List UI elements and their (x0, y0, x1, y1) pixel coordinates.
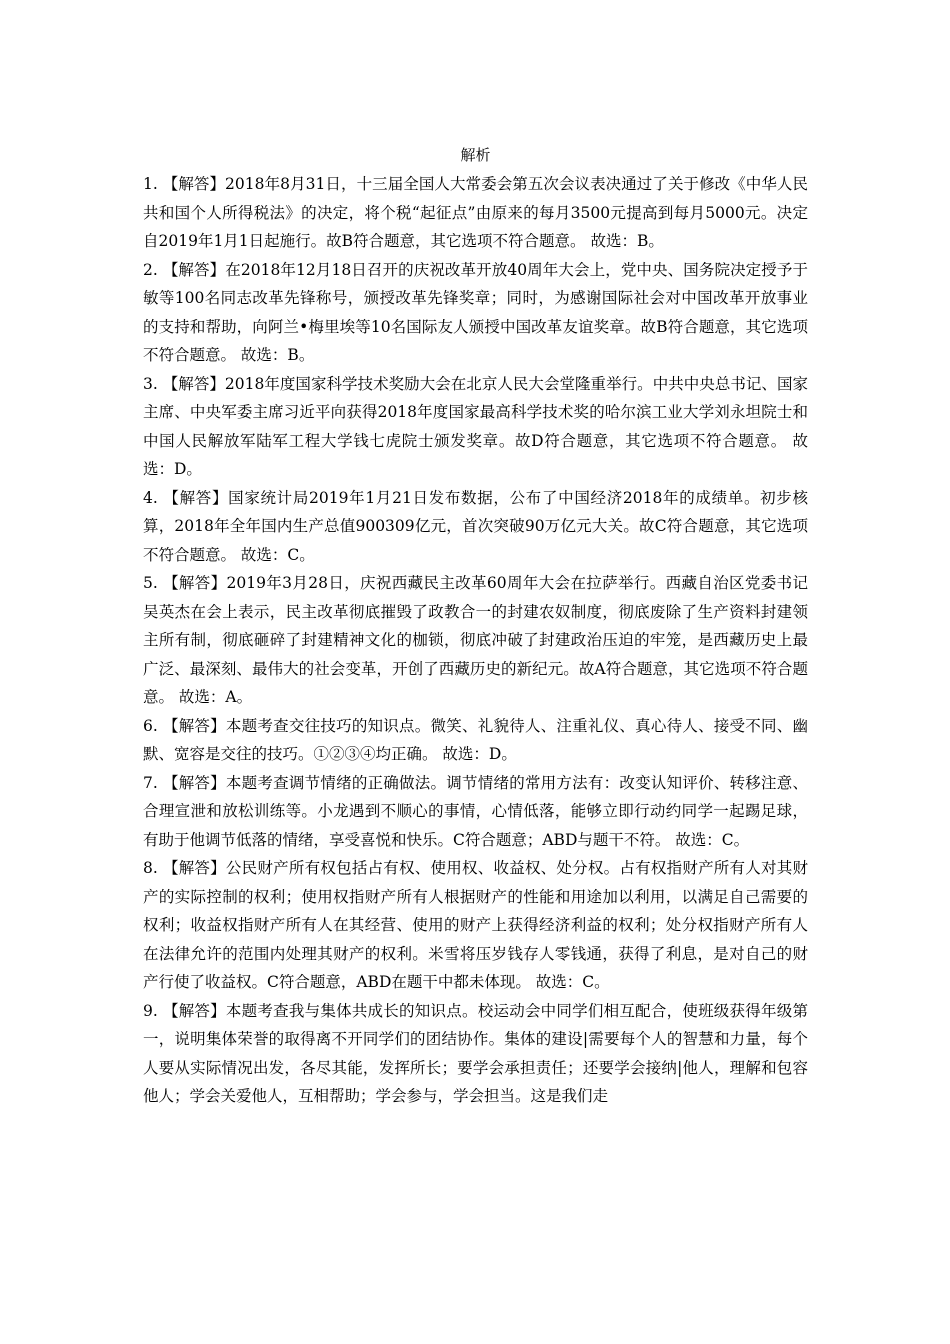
answer-item-7: 7. 【解答】本题考查调节情绪的正确做法。调节情绪的常用方法有：改变认知评价、转移注意、合理宣泄和放松训练等。小龙遇到不顺心的事情，心情低落，能够立即行动约同学一起踢足球，有助于他调节低落的情绪，享受喜悦和快乐。C符合题意；ABD与题干不符。 故选：C。 (143, 773, 808, 849)
answer-item-2: 2. 【解答】在2018年12月18日召开的庆祝改革开放40周年大会上，党中央、国务院决定授予于敏等100名同志改革先锋称号，颁授改革先锋奖章；同时，为感谢国际社会对中国改革开放事业的支持和帮助，向阿兰•梅里埃等10名国际友人颁授中国改革友谊奖章。故B符合题意，其它选项不符合题意。 故选：B。 (143, 260, 808, 364)
answer-item-8: 8. 【解答】公民财产所有权包括占有权、使用权、收益权、处分权。占有权指财产所有人对其财产的实际控制的权利；使用权指财产所有人根据财产的性能和用途加以利用，以满足自己需要的权利；收益权指财产所有人在其经营、使用的财产上获得经济利益的权利；处分权指财产所有人在法律允许的范围内处理其财产的权利。米雪将压岁钱存人零钱通，获得了利息，是对自己的财产行使了收益权。C符合题意，ABD在题干中都未体现。 故选：C。 (143, 859, 808, 991)
document-page (143, 140, 808, 1111)
answer-item-5: 5. 【解答】2019年3月28日，庆祝西藏民主改革60周年大会在拉萨举行。西藏自治区党委书记吴英杰在会上表示，民主改革彻底摧毁了政教合一的封建农奴制度，彻底废除了生产资料封建领主所有制，彻底砸碎了封建精神文化的枷锁，彻底冲破了封建政治压迫的牢笼，是西藏历史上最广泛、最深刻、最伟大的社会变革，开创了西藏历史的新纪元。故A符合题意，其它选项不符合题意。 故选：A。 (143, 574, 808, 706)
answer-item-3: 3. 【解答】2018年度国家科学技术奖励大会在北京人民大会堂隆重举行。中共中央总书记、国家主席、中央军委主席习近平向获得2018年度国家最高科学技术奖的哈尔滨工业大学刘永坦院士和中国人民解放军陆军工程大学钱七虎院士颁发奖章。故D符合题意，其它选项不符合题意。 故选：D。 (143, 374, 808, 478)
document-title: 解析 (460, 146, 491, 164)
answer-item-1: 1. 【解答】2018年8月31日，十三届全国人大常委会第五次会议表决通过了关于修改《中华人民共和国个人所得税法》的决定，将个税“起征点”由原来的每月3500元提高到每月5000元。决定自2019年1月1日起施行。故B符合题意，其它选项不符合题意。 故选：B。 (143, 175, 808, 250)
answer-item-9: 9. 【解答】本题考查我与集体共成长的知识点。校运动会中同学们相互配合，使班级获得年级第一，说明集体荣誉的取得离不开同学们的团结协作。集体的建设|需要每个人的智慧和力量，每个人要从实际情况出发，各尽其能，发挥所长；要学会承担责任；还要学会接纳|他人，理解和包容他人；学会关爱他人，互相帮助；学会参与，学会担当。这是我们走 (143, 1001, 808, 1105)
answer-item-6: 6. 【解答】本题考查交往技巧的知识点。微笑、礼貌待人、注重礼仪、真心待人、接受不同、幽默、宽容是交往的技巧。①②③④均正确。 故选：D。 (143, 716, 808, 763)
answer-item-4: 4. 【解答】国家统计局2019年1月21日发布数据，公布了中国经济2018年的成绩单。初步核算，2018年全年国内生产总值900309亿元，首次突破90万亿元大关。故C符合题意，其它选项不符合题意。 故选：C。 (143, 488, 808, 564)
